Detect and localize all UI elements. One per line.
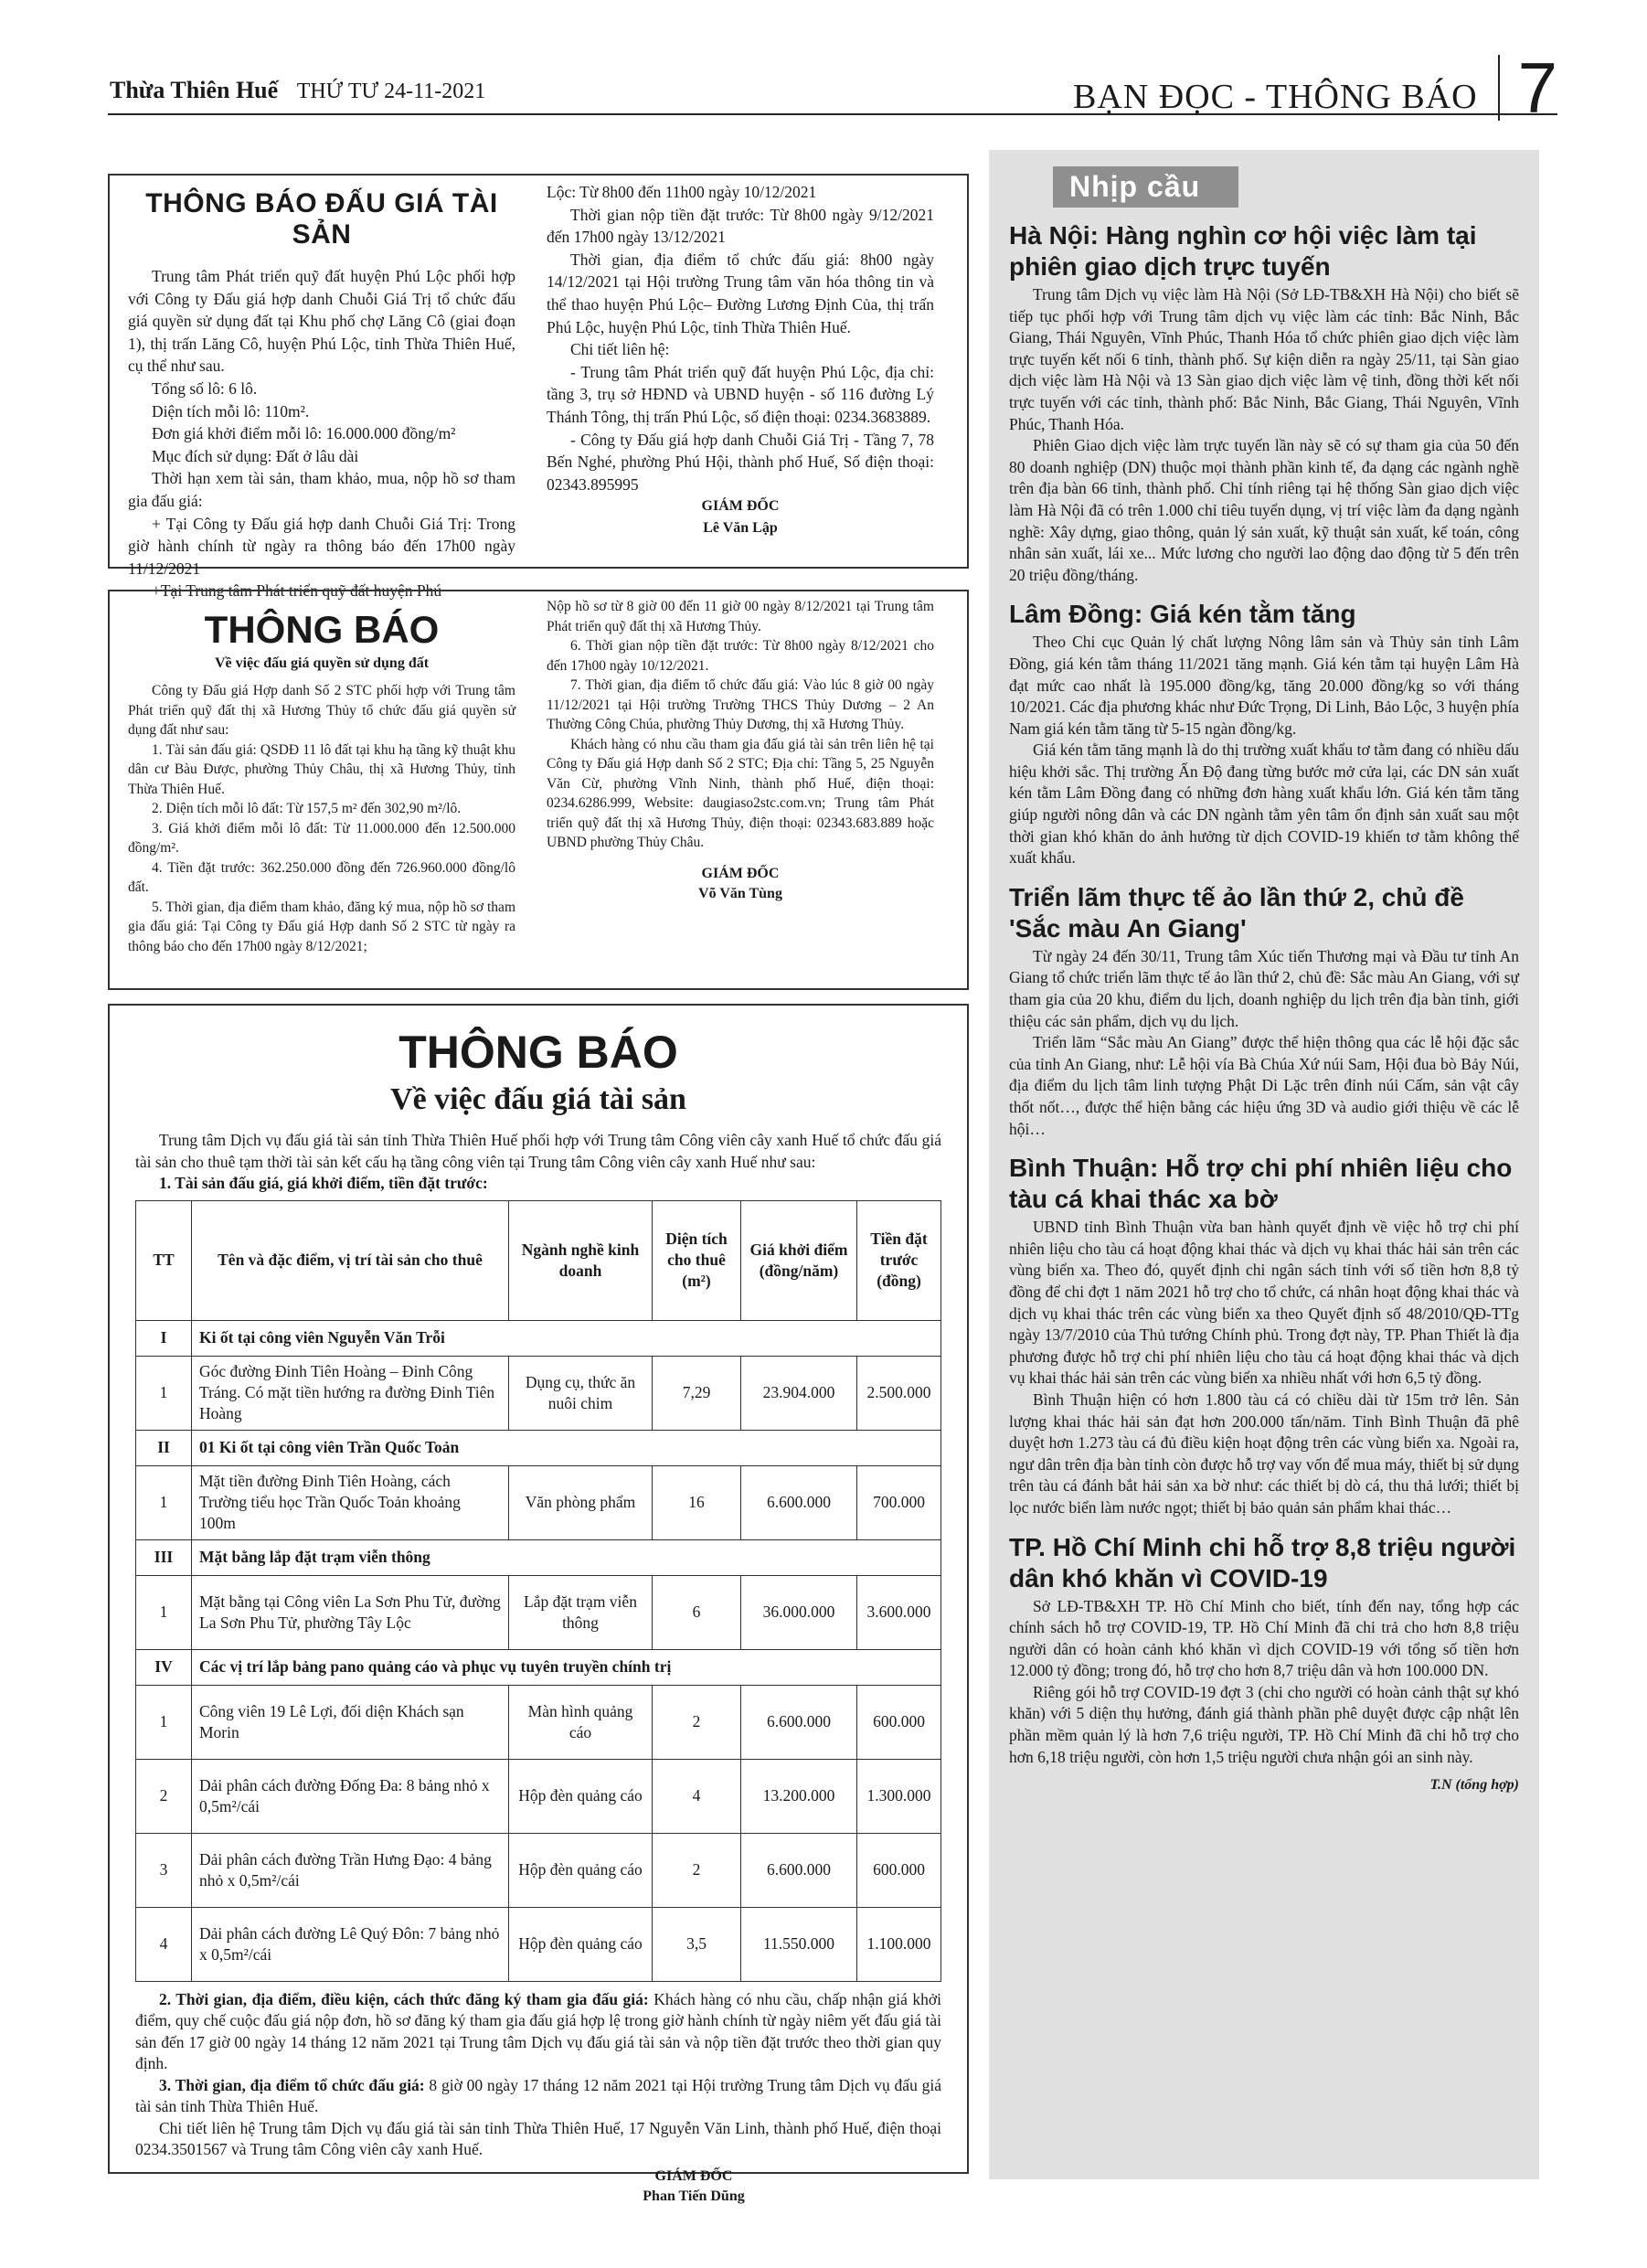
group-title: Mặt bằng lắp đặt trạm viễn thông [192, 1539, 941, 1575]
notice1-column-2 [547, 181, 934, 539]
notice2-paragraph: 4. Tiền đặt trước: 362.250.000 đồng đến 726.960.000 đồng/lô đất. [128, 859, 515, 895]
article-title: TP. Hồ Chí Minh chi hỗ trợ 8,8 triệu người dân khó khăn vì COVID-19 [1009, 1532, 1516, 1592]
article-title: Hà Nội: Hàng nghìn cơ hội việc làm tại phiên giao dịch trực tuyến [1009, 221, 1477, 281]
section-title: BẠN ĐỌC - THÔNG BÁO [1072, 78, 1478, 116]
cell-tt: 3 [136, 1833, 192, 1907]
notice3-subtitle: Về việc đấu giá tài sản [390, 1082, 686, 1116]
notice-land-auction-huong-thuy [108, 590, 969, 990]
cell-tt: 2 [136, 1759, 192, 1833]
article-paragraph: Giá kén tằm tăng mạnh là do thị trường xuất khẩu tơ tằm đang có nhiều dấu hiệu khởi sắc. Thị trường Ấn Độ đang từng bước mở cửa lại, các DN sản xuất kén tằm Lâm Đồng đang có những đơn hàng xuất khẩu lớn. Giá kén tằm tăng giúp người nông dân và các DN ngành tằm yên tâm ổn định sản xuất sau một thời gian khó khăn do ảnh hưởng từ dịch COVID-19 khiến tơ tằm không thể xuất khẩu. [1009, 740, 1519, 868]
notice2-paragraph: 1. Tài sản đấu giá: QSDĐ 11 lô đất tại khu hạ tầng kỹ thuật khu dân cư Bàu Được, phường Thủy Châu, thị xã Hương Thủy, tỉnh Thừa Thiên Huế. [128, 741, 515, 797]
notice2-column-1 [128, 597, 515, 956]
table-row [136, 1465, 941, 1539]
table-row [136, 1907, 941, 1981]
notice1-paragraph: Chi tiết liên hệ: [570, 340, 670, 359]
cell-name: Mặt bằng tại Công viên La Sơn Phu Tử, đường La Sơn Phu Tử, phường Tây Lộc [192, 1575, 509, 1649]
notice2-signer-title: GIÁM ĐỐC [701, 865, 780, 881]
cell-area: 16 [653, 1465, 741, 1539]
cell-name: Mặt tiền đường Đinh Tiên Hoàng, cách Trường tiểu học Trần Quốc Toản khoảng 100m [192, 1465, 509, 1539]
table-group-row [136, 1649, 941, 1685]
table-row [136, 1833, 941, 1907]
notice3-signer-name: Phan Tiến Dũng [643, 2188, 745, 2204]
table-group-row [136, 1539, 941, 1575]
table-row [136, 1356, 941, 1430]
cell-deposit: 600.000 [857, 1685, 941, 1759]
cell-area: 4 [653, 1759, 741, 1833]
article-paragraph: Theo Chi cục Quản lý chất lượng Nông lâm sản và Thủy sản tỉnh Lâm Đồng, giá kén tằm tháng 11/2021 tăng mạnh. Giá kén tằm tại huyện Lâm Hà đạt mức cao nhất là 195.000 đồng/kg, tăng 20.000 đồng/kg so với tháng 10/2021. Các địa phương khác như Đức Trọng, Di Linh, Bảo Lộc, 3 huyện phía Nam giá kén tằm tăng từ 5-15 ngàn đồng/kg. [1009, 633, 1519, 738]
notice2-paragraph: 2. Diện tích mỗi lô đất: Từ 157,5 m² đến 302,90 m²/lô. [152, 801, 462, 816]
notice3-contact: Chi tiết liên hệ Trung tâm Dịch vụ đấu giá tài sản tỉnh Thừa Thiên Huế, 17 Nguyễn Văn Linh, thành phố Huế, điện thoại 0234.3501567 và Trung tâm Công viên cây xanh Huế. [135, 2118, 941, 2158]
cell-business: Văn phòng phẩm [509, 1465, 653, 1539]
cell-business: Lắp đặt trạm viễn thông [509, 1575, 653, 1649]
article-paragraph: Sở LĐ-TB&XH TP. Hồ Chí Minh cho biết, tính đến nay, tổng hợp các chính sách hỗ trợ COVID-19, TP. Hồ Chí Minh đã chi trả cho hơn 8,8 triệu người dân có hoàn cảnh khó khăn vì dịch COVID-19 với tổng số tiền hơn 12.000 tỷ đồng; trong đó, hỗ trợ cho hơn 8,7 triệu dân và hơn 100.000 DN. [1009, 1596, 1519, 1680]
cell-name: Dải phân cách đường Đống Đa: 8 bảng nhỏ x 0,5m²/cái [192, 1759, 509, 1833]
cell-business: Hộp đèn quảng cáo [509, 1907, 653, 1981]
table-row [136, 1759, 941, 1833]
section-2-label: 2. Thời gian, địa điểm, điều kiện, cách thức đăng ký tham gia đấu giá: [159, 1989, 649, 2008]
cell-deposit: 600.000 [857, 1833, 941, 1907]
notice2-subtitle: Về việc đấu giá quyền sử dụng đất [214, 655, 430, 671]
cell-deposit: 3.600.000 [857, 1575, 941, 1649]
notice-land-auction-phu-loc [108, 174, 969, 601]
cell-name: Dải phân cách đường Trần Hưng Đạo: 4 bảng nhỏ x 0,5m²/cái [192, 1833, 509, 1907]
table-header: Giá khởi điểm (đồng/năm) [741, 1200, 857, 1320]
notice1-paragraph: Thời hạn xem tài sản, tham khảo, mua, nộp hồ sơ tham gia đấu giá: [128, 469, 515, 510]
issue-date: THỨ TƯ 24-11-2021 [296, 80, 486, 103]
notice2-paragraph: Khách hàng có nhu cầu tham gia đấu giá tài sản trên liên hệ tại Công ty Đấu giá Hợp danh Số 2 STC; Địa chỉ: Tầng 5, 25 Nguyễn Văn Cừ, phường Vĩnh Ninh, thành phố Huế, điện thoại: 0234.6286.999, Website: daugiaso2stc.com.vn; Trung tâm Phát triển quỹ đất thị xã Hương Thủy, điện thoại: 02343.683.889 hoặc UBND phường Thủy Châu. [547, 736, 934, 850]
notice2-paragraph: 7. Thời gian, địa điểm tổ chức đấu giá: Vào lúc 8 giờ 00 ngày 11/12/2021 tại Hội trường Trường THCS Thủy Dương – 2 An Thường Công Chúa, phường Thủy Dương, thị xã Hương Thủy. [547, 677, 934, 732]
cell-name: Công viên 19 Lê Lợi, đối diện Khách sạn Morin [192, 1685, 509, 1759]
cell-price: 6.600.000 [741, 1685, 857, 1759]
notice1-paragraph: - Trung tâm Phát triển quỹ đất huyện Phú Lộc, địa chỉ: tầng 3, trụ sở HĐND và UBND huyện - số 116 đường Lý Thánh Tông, thị trấn Phú Lộc, số điện thoại: 0234.3683889. [547, 362, 934, 426]
notice1-paragraph: - Công ty Đấu giá hợp danh Chuỗi Giá Trị - Tầng 7, 78 Bến Nghé, phường Phú Hội, thành phố Huế, Số điện thoại: 02343.895995 [547, 430, 934, 494]
notice2-paragraph: 5. Thời gian, địa điểm tham khảo, đăng ký mua, nộp hồ sơ tham gia đấu giá: Tại Công ty Đấu giá Hợp danh Số 2 STC từ ngày ra thông báo cho đến 17h00 ngày 8/12/2021; [128, 899, 515, 954]
cell-price: 13.200.000 [741, 1759, 857, 1833]
cell-price: 6.600.000 [741, 1833, 857, 1907]
article-paragraph: Triển lãm “Sắc màu An Giang” được thể hiện thông qua các lễ hội đặc sắc của tỉnh An Giang, như: Lễ hội vía Bà Chúa Xứ núi Sam, Hội đua bò Bảy Núi, địa điểm du lịch tâm linh tượng Phật Di Lặc trên đỉnh núi Cấm, sản vật cây thốt nốt…, được thể hiện bằng các hiệu ứng 3D và audio giới thiệu về các lễ hội… [1009, 1033, 1519, 1138]
page-header-left [110, 77, 485, 104]
notice1-paragraph: +Tại Trung tâm Phát triển quỹ đất huyện Phú [152, 581, 442, 601]
cell-area: 7,29 [653, 1356, 741, 1430]
cell-area: 2 [653, 1833, 741, 1907]
cell-tt: 1 [136, 1685, 192, 1759]
notice3-intro: Trung tâm Dịch vụ đấu giá tài sản tỉnh Thừa Thiên Huế phối hợp với Trung tâm Công viên cây xanh Huế tổ chức đấu giá tài sản cho thuê tạm thời tài sản kết cấu hạ tầng công viên tại Trung tâm Công viên cây xanh Huế như sau: [135, 1131, 941, 1171]
notice3-section-3 [135, 2075, 941, 2118]
table-header-row [136, 1200, 941, 1320]
asset-table [135, 1200, 941, 1982]
section-2-text: Khách hàng có nhu cầu, chấp nhận giá khởi điểm, quy chế cuộc đấu giá nộp đơn, hồ sơ đăng ký tham gia đấu giá hợp lệ trong giờ hành chính từ ngày niêm yết đấu giá tài sản đến 17 giờ 00 ngày 14 tháng 12 năm 2021 tại Trung tâm Dịch vụ đấu giá tài sản và nộp tiền đặt trước theo thời gian quy định. [135, 1989, 941, 2072]
notice2-column-2 [547, 597, 934, 904]
notice1-paragraph: Lộc: Từ 8h00 đến 11h00 ngày 10/12/2021 [547, 183, 817, 201]
cell-name: Góc đường Đinh Tiên Hoàng – Đinh Công Tráng. Có mặt tiền hướng ra đường Đinh Tiên Hoàng [192, 1356, 509, 1430]
article-paragraph: Trung tâm Dịch vụ việc làm Hà Nội (Sở LĐ-TB&XH Hà Nội) cho biết sẽ tiếp tục phối hợp với Trung tâm dịch vụ việc làm các tỉnh: Bắc Ninh, Bắc Giang, Thái Nguyên, Vĩnh Phúc, Thanh Hóa tổ chức phiên giao dịch việc làm trực tuyến kết nối 6 tỉnh, thành phố. Sự kiện diễn ra ngày 25/11, tại Sàn giao dịch việc làm Hà Nội và 13 Sàn giao dịch việc làm vệ tinh, đồng thời kết nối trực tuyến với các tỉnh, thành phố: Bắc Ninh, Bắc Giang, Thái Nguyên, Vĩnh Phúc, Thanh Hóa. [1009, 285, 1519, 433]
section-3-text: 8 giờ 00 ngày 17 tháng 12 năm 2021 tại Hội trường Trung tâm Dịch vụ đấu giá tài sản tỉnh Thừa Thiên Huế. [135, 2075, 941, 2115]
header-divider [108, 113, 1557, 115]
notice2-title: THÔNG BÁO [204, 608, 440, 651]
column-tag: Nhịp cầu [1053, 166, 1238, 208]
cell-tt: 4 [136, 1907, 192, 1981]
group-number: I [136, 1320, 192, 1356]
cell-business: Hộp đèn quảng cáo [509, 1759, 653, 1833]
cell-price: 23.904.000 [741, 1356, 857, 1430]
cell-tt: 1 [136, 1575, 192, 1649]
notice3-section-2 [135, 1989, 941, 2075]
article-title: Lâm Đồng: Giá kén tằm tăng [1009, 600, 1356, 629]
notice3-signer-title: GIÁM ĐỐC [654, 2167, 733, 2184]
page-header-right [1072, 48, 1557, 128]
notice-asset-auction-parks [108, 1004, 969, 2204]
article-paragraph: Bình Thuận hiện có hơn 1.800 tàu cá có chiều dài từ 15m trở lên. Sản lượng khai thác hải sản đạt hơn 200.000 tấn/năm. Tỉnh Bình Thuận đã phê duyệt hơn 1.273 tàu cá đủ điều kiện hoạt động trên các vùng biển xa. Ngoài ra, ngư dân trên địa bàn tỉnh còn được hỗ trợ vay vốn để mua máy, thiết bị sử dụng trên tàu cá đánh bắt hải sản xa bờ như: các thiết bị dò cá, thu thả lưới; thiết bị lọc nước biển làm nước ngọt; thiết bị bảo quản sản phẩm khai thác… [1009, 1390, 1519, 1517]
cell-business: Dụng cụ, thức ăn nuôi chim [509, 1356, 653, 1430]
author-credit: T.N (tổng hợp) [1429, 1777, 1519, 1794]
cell-price: 36.000.000 [741, 1575, 857, 1649]
page-number: 7 [1498, 55, 1557, 121]
article-title: Bình Thuận: Hỗ trợ chi phí nhiên liệu cho tàu cá khai thác xa bờ [1009, 1154, 1513, 1214]
cell-area: 2 [653, 1685, 741, 1759]
notice2-paragraph: 3. Giá khởi điểm mỗi lô đất: Từ 11.000.000 đến 12.500.000 đồng/m². [128, 820, 515, 856]
table-group-row [136, 1320, 941, 1356]
notice3-section-1: 1. Tài sản đấu giá, giá khởi điểm, tiền đặt trước: [159, 1174, 488, 1192]
cell-area: 3,5 [653, 1907, 741, 1981]
notice1-paragraph: Mục đích sử dụng: Đất ở lâu dài [152, 446, 359, 465]
table-header: TT [136, 1200, 192, 1320]
news-sidebar [989, 150, 1539, 2179]
cell-name: Dải phân cách đường Lê Quý Đôn: 7 bảng nhỏ x 0,5m²/cái [192, 1907, 509, 1981]
section-3-label: 3. Thời gian, địa điểm tổ chức đấu giá: [159, 2075, 425, 2094]
notice1-paragraph: Đơn giá khởi điểm mỗi lô: 16.000.000 đồng/m² [152, 424, 456, 443]
cell-price: 11.550.000 [741, 1907, 857, 1981]
table-header: Tên và đặc điểm, vị trí tài sản cho thuê [192, 1200, 509, 1320]
table-header: Tiền đặt trước (đồng) [857, 1200, 941, 1320]
notice2-paragraph: 6. Thời gian nộp tiền đặt trước: Từ 8h00 ngày 8/12/2021 cho đến 17h00 ngày 10/12/2021. [547, 638, 934, 674]
cell-area: 6 [653, 1575, 741, 1649]
notice1-paragraph: Thời gian nộp tiền đặt trước: Từ 8h00 ngày 9/12/2021 đến 17h00 ngày 13/12/2021 [547, 205, 934, 247]
notice2-paragraph: Công ty Đấu giá Hợp danh Số 2 STC phối hợp với Trung tâm Phát triển quỹ đất thị xã Hương Thủy tổ chức đấu giá quyền sử dụng đất như sau: [128, 683, 515, 738]
article-paragraph: Riêng gói hỗ trợ COVID-19 đợt 3 (chi cho người có hoàn cảnh thật sự khó khăn) với 5 diện thụ hưởng, đánh giá thành phần phê duyệt được cập nhật lên phần mềm quản lý là hơn 7,6 triệu người, TP. Hồ Chí Minh đã chi hỗ trợ cho hơn 6,18 triệu người, còn hơn 1,5 triệu người chưa nhận gói an sinh này. [1009, 1682, 1519, 1766]
notice1-paragraph: Trung tâm Phát triển quỹ đất huyện Phú Lộc phối hợp với Công ty Đấu giá hợp danh Chuỗi Giá Trị tổ chức đấu giá quyền sử dụng đất tại Khu phố chợ Lăng Cô (giai đoạn 1), thị trấn Lăng Cô, huyện Phú Lộc, tỉnh Thừa Thiên Huế, cụ thể như sau. [128, 267, 515, 376]
group-title: Ki ốt tại công viên Nguyễn Văn Trỗi [192, 1320, 941, 1356]
cell-price: 6.600.000 [741, 1465, 857, 1539]
article-paragraph: Từ ngày 24 đến 30/11, Trung tâm Xúc tiến Thương mại và Đầu tư tỉnh An Giang tổ chức triển lãm thực tế ảo lần thứ 2, chủ đề: Sắc màu An Giang, với sự tham gia của 20 khu, điểm du lịch, doanh nghiệp du lịch trên địa bàn tỉnh, giới thiệu các sản phẩm, dịch vụ du lịch. [1009, 946, 1519, 1030]
cell-deposit: 1.300.000 [857, 1759, 941, 1833]
notice3-title: THÔNG BÁO [398, 1027, 678, 1078]
notice1-paragraph: Diện tích mỗi lô: 110m². [152, 401, 310, 421]
cell-tt: 1 [136, 1465, 192, 1539]
notice1-paragraph: + Tại Công ty Đấu giá hợp danh Chuỗi Giá Trị: Trong giờ hành chính từ ngày ra thông báo đến 17h00 ngày 11/12/2021 [128, 514, 515, 578]
cell-tt: 1 [136, 1356, 192, 1430]
notice2-paragraph: Nộp hồ sơ từ 8 giờ 00 đến 11 giờ 00 ngày 8/12/2021 tại Trung tâm Phát triển quỹ đất thị xã Hương Thủy. [547, 599, 934, 634]
newspaper-name: Thừa Thiên Huế [110, 77, 279, 103]
article-paragraph: Phiên Giao dịch việc làm trực tuyến lần này sẽ có sự tham gia của 50 đến 80 doanh nghiệp (DN) thuộc mọi thành phần kinh tế, đa dạng các ngành nghề trên địa bàn 66 tỉnh, thành phố. Chỉ tính riêng tại hệ thống Sàn giao dịch việc làm Hà Nội đã có trên 1.000 chỉ tiêu tuyển dụng, vị trí việc làm đa dạng ngành nghề: Xây dựng, giao thông, quản lý sản xuất, kỹ thuật sản xuất, kế toán, công nhân sản xuất, lái xe... Mức lương cho người lao động dao động từ 5 đến trên 20 triệu đồng/tháng. [1009, 436, 1519, 584]
group-title: Các vị trí lắp bảng pano quảng cáo và phục vụ tuyên truyền chính trị [192, 1649, 941, 1685]
notice2-signer-name: Võ Văn Tùng [698, 885, 782, 901]
table-header: Ngành nghề kinh doanh [509, 1200, 653, 1320]
group-number: II [136, 1430, 192, 1465]
table-header: Diện tích cho thuê (m²) [653, 1200, 741, 1320]
cell-business: Hộp đèn quảng cáo [509, 1833, 653, 1907]
notice1-title: THÔNG BÁO ĐẤU GIÁ TÀI SẢN [145, 188, 498, 250]
notice1-signer-title: GIÁM ĐỐC [701, 498, 780, 515]
table-row [136, 1575, 941, 1649]
table-group-row [136, 1430, 941, 1465]
group-number: III [136, 1539, 192, 1575]
table-row [136, 1685, 941, 1759]
article-paragraph: UBND tỉnh Bình Thuận vừa ban hành quyết định về việc hỗ trợ chi phí nhiên liệu cho tàu cá hoạt động khai thác và dịch vụ khai thác hải sản trên các vùng biển xa. Theo đó, quyết định chi ngân sách tỉnh với số tiền hơn 8,8 tỷ đồng để chi đợt 1 năm 2021 hỗ trợ cho tổ chức, cá nhân hoạt động khai thác và dịch vụ khai thác trên các vùng biển xa theo Quyết định số 48/2010/QĐ-TTg ngày 13/7/2010 của Thủ tướng Chính phủ. Trong đợt này, TP. Phan Thiết là địa phương được hỗ trợ chi phí nhiên liệu cho tàu cá hoạt động khai thác và dịch vụ khai thác hải sản trên các vùng biển xa nhiều nhất với hơn 6,5 tỷ đồng. [1009, 1218, 1519, 1388]
cell-deposit: 2.500.000 [857, 1356, 941, 1430]
notice1-signer-name: Lê Văn Lập [703, 520, 778, 537]
cell-deposit: 1.100.000 [857, 1907, 941, 1981]
cell-business: Màn hình quảng cáo [509, 1685, 653, 1759]
cell-deposit: 700.000 [857, 1465, 941, 1539]
group-title: 01 Ki ốt tại công viên Trần Quốc Toản [192, 1430, 941, 1465]
group-number: IV [136, 1649, 192, 1685]
notice1-paragraph: Tổng số lô: 6 lô. [152, 378, 258, 398]
notice1-column-1 [128, 181, 515, 602]
notice1-paragraph: Thời gian, địa điểm tổ chức đấu giá: 8h00 ngày 14/12/2021 tại Hội trường Trung tâm văn hóa thông tin và thể thao huyện Phú Lộc– Đường Lương Định Của, thị trấn Phú Lộc, huyện Phú Lộc, tỉnh Thừa Thiên Huế. [547, 250, 934, 336]
article-title: Triển lãm thực tế ảo lần thứ 2, chủ đề 'Sắc màu An Giang' [1009, 882, 1464, 942]
